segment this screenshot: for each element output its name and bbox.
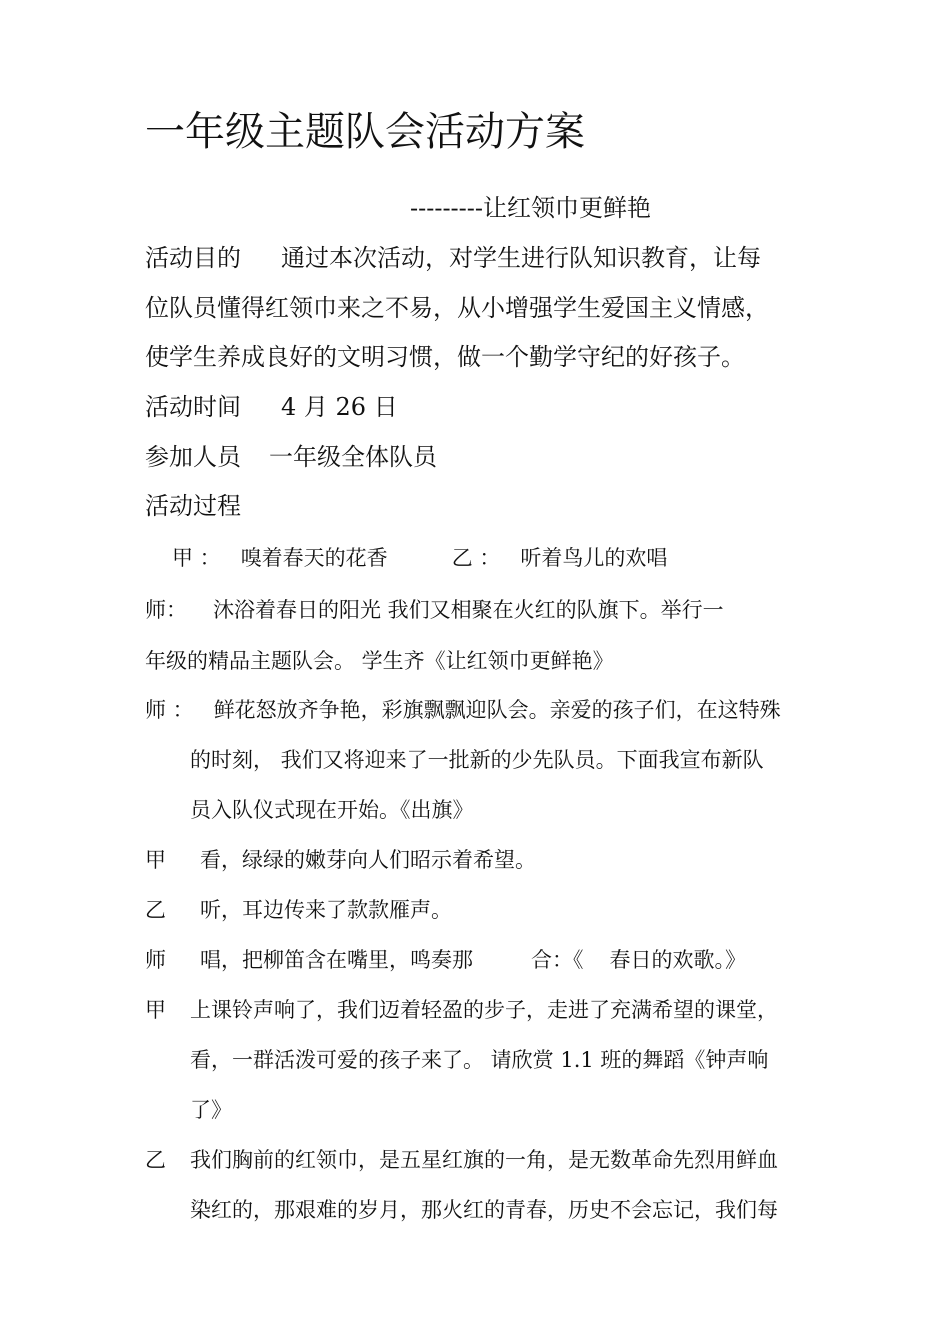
line-text: 看，绿绿的嫩芽向人们昭示着希望。	[200, 848, 536, 872]
script-line-13	[145, 1150, 778, 1171]
speaker-teacher: 师 ：	[145, 698, 194, 722]
script-line-9	[145, 950, 746, 971]
line-text: 听，耳边传来了款款雁声。	[200, 898, 452, 922]
script-line-6: 员入队仪式现在开始。《出旗》	[190, 798, 474, 822]
speaker-jia: 甲 ：	[172, 546, 221, 570]
script-line-14: 染红的，那艰难的岁月，那火红的青春，历史不会忘记，我们每	[190, 1198, 778, 1222]
process-label: 活动过程	[145, 492, 241, 520]
speaker-yi: 乙 ：	[451, 546, 501, 570]
script-line-5: 的时刻， 我们又将迎来了一批新的少先队员。下面我宣布新队	[190, 748, 764, 772]
script-line-1	[172, 548, 667, 569]
speaker-teacher: 师：	[145, 598, 187, 622]
purpose-text-1: 通过本次活动，对学生进行队知识教育，让每	[281, 244, 761, 272]
time-line	[145, 395, 398, 419]
script-line-7	[145, 850, 536, 871]
participants-line	[145, 445, 437, 469]
line-text: 上课铃声响了，我们迈着轻盈的步子，走进了充满希望的课堂，	[190, 998, 778, 1022]
participants-label: 参加人员	[145, 443, 241, 471]
script-line-2	[145, 600, 724, 621]
line-text: 沐浴着春日的阳光 我们又相聚在火红的队旗下。举行一	[213, 598, 724, 622]
participants-value: 一年级全体队员	[269, 443, 437, 471]
speaker-teacher: 师	[145, 948, 166, 972]
script-line-12: 了》	[190, 1098, 232, 1122]
speaker-yi: 乙	[145, 898, 166, 922]
script-line-3: 年级的精品主题队会。 学生齐《让红领巾更鲜艳》	[145, 649, 614, 673]
purpose-line-2: 位队员懂得红领巾来之不易，从小增强学生爱国主义情感，	[145, 294, 769, 322]
script-line-8	[145, 900, 452, 921]
line-text: 听着鸟儿的欢唱	[520, 546, 668, 570]
line-text: 鲜花怒放齐争艳，彩旗飘飘迎队会。亲爱的孩子们，在这特殊	[213, 698, 781, 722]
purpose-line-3: 使学生养成良好的文明习惯，做一个勤学守纪的好孩子。	[145, 343, 745, 371]
script-line-11: 看，一群活泼可爱的孩子来了。 请欣赏 1.1 班的舞蹈《钟声响	[190, 1048, 769, 1072]
page-title: 一年级主题队会活动方案	[145, 109, 585, 155]
chorus-label: 合：《	[531, 948, 584, 972]
line-text: 唱，把柳笛含在嘴里，鸣奏那	[200, 948, 473, 972]
line-text: 春日的欢歌。》	[609, 948, 746, 972]
script-line-10	[145, 1000, 778, 1021]
line-text: 嗅着春天的花香	[240, 546, 388, 570]
script-line-4	[145, 700, 781, 721]
purpose-line-1	[145, 246, 761, 270]
speaker-jia: 甲	[145, 848, 166, 872]
speaker-jia: 甲	[145, 998, 166, 1022]
speaker-yi: 乙	[145, 1148, 166, 1172]
time-label: 活动时间	[145, 393, 241, 421]
purpose-label: 活动目的	[145, 244, 241, 272]
line-text: 我们胸前的红领巾，是五星红旗的一角，是无数革命先烈用鲜血	[190, 1148, 778, 1172]
page-subtitle: ---------让红领巾更鲜艳	[410, 194, 651, 222]
time-value: 4 月 26 日	[281, 393, 398, 421]
